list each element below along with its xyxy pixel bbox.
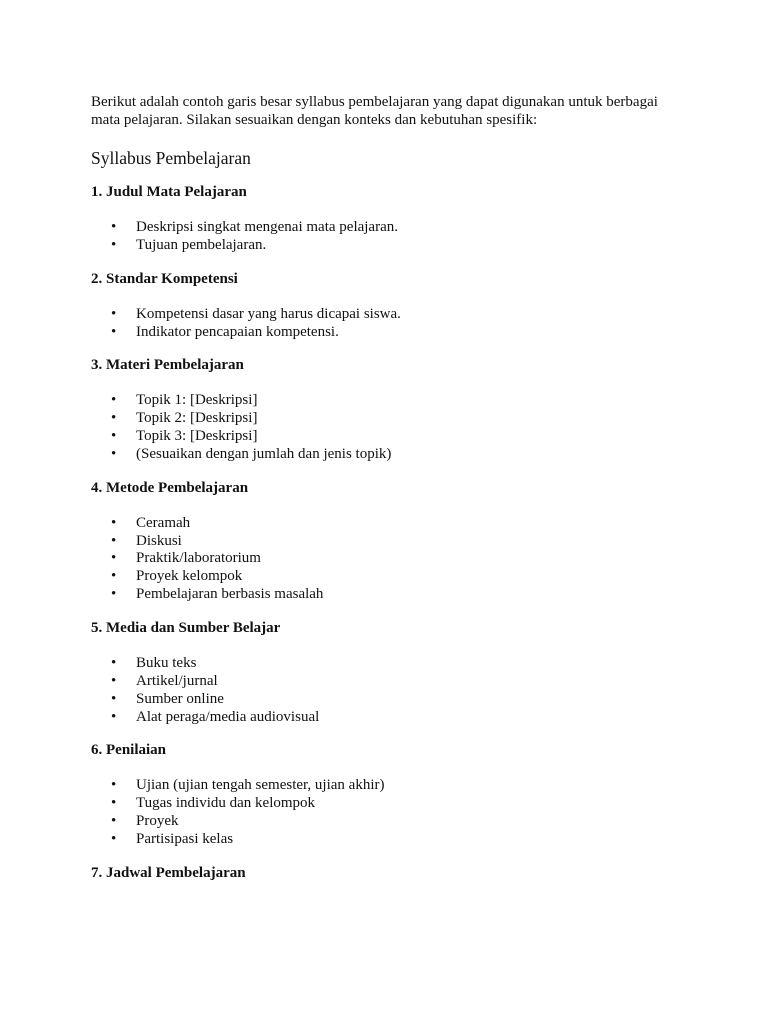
bullet-icon: • bbox=[111, 532, 117, 549]
bullet-list bbox=[91, 655, 681, 726]
bullet-icon: • bbox=[111, 813, 117, 830]
list-item bbox=[91, 324, 681, 342]
section-materi-pembelajaran bbox=[91, 356, 681, 463]
list-item bbox=[91, 568, 681, 586]
section-metode-pembelajaran bbox=[91, 479, 681, 604]
list-item-text: Proyek bbox=[136, 813, 179, 830]
bullet-list bbox=[91, 306, 681, 342]
section-penilaian bbox=[91, 741, 681, 848]
list-item-text: Topik 3: [Deskripsi] bbox=[136, 428, 258, 445]
bullet-icon: • bbox=[111, 445, 117, 462]
bullet-list bbox=[91, 219, 681, 255]
bullet-icon: • bbox=[111, 514, 117, 531]
bullet-list bbox=[91, 392, 681, 463]
list-item bbox=[91, 428, 681, 446]
list-item-text: Topik 1: [Deskripsi] bbox=[136, 392, 258, 409]
section-heading: 7. Jadwal Pembelajaran bbox=[91, 864, 246, 881]
list-item-text: Topik 2: [Deskripsi] bbox=[136, 410, 258, 427]
list-item bbox=[91, 691, 681, 709]
list-item-text: Diskusi bbox=[136, 532, 182, 549]
bullet-list bbox=[91, 515, 681, 604]
list-item-text: Buku teks bbox=[136, 654, 197, 671]
bullet-icon: • bbox=[111, 305, 117, 322]
bullet-icon: • bbox=[111, 392, 117, 409]
bullet-icon: • bbox=[111, 586, 117, 603]
list-item bbox=[91, 795, 681, 813]
list-item bbox=[91, 306, 681, 324]
bullet-icon: • bbox=[111, 830, 117, 847]
list-item-text: Deskripsi singkat mengenai mata pelajaran. bbox=[136, 219, 398, 235]
list-item-text: Praktik/laboratorium bbox=[136, 550, 261, 567]
bullet-icon: • bbox=[111, 708, 117, 725]
section-heading: 3. Materi Pembelajaran bbox=[91, 357, 244, 374]
section-heading: 5. Media dan Sumber Belajar bbox=[91, 619, 281, 636]
bullet-icon: • bbox=[111, 410, 117, 427]
list-item-text: Pembelajaran berbasis masalah bbox=[136, 586, 324, 603]
list-item bbox=[91, 410, 681, 428]
list-item-text: Indikator pencapaian kompetensi. bbox=[136, 323, 339, 340]
bullet-icon: • bbox=[111, 777, 117, 794]
list-item bbox=[91, 673, 681, 691]
bullet-icon: • bbox=[111, 568, 117, 585]
section-heading: 6. Penilaian bbox=[91, 742, 167, 759]
list-item bbox=[91, 655, 681, 673]
list-item bbox=[91, 777, 681, 795]
section-heading: 1. Judul Mata Pelajaran bbox=[91, 184, 247, 200]
list-item-text: Artikel/jurnal bbox=[136, 672, 218, 689]
bullet-icon: • bbox=[111, 236, 117, 253]
list-item-text: Ceramah bbox=[136, 514, 191, 531]
list-item bbox=[91, 586, 681, 604]
section-media-dan-sumber-belajar bbox=[91, 619, 681, 726]
list-item bbox=[91, 813, 681, 831]
bullet-list bbox=[91, 777, 681, 848]
list-item bbox=[91, 831, 681, 849]
list-item-text: Ujian (ujian tengah semester, ujian akhir) bbox=[136, 777, 385, 794]
bullet-icon: • bbox=[111, 795, 117, 812]
bullet-icon: • bbox=[111, 654, 117, 671]
list-item-text: Sumber online bbox=[136, 690, 224, 707]
section-heading: 4. Metode Pembelajaran bbox=[91, 479, 249, 496]
list-item-text: Partisipasi kelas bbox=[136, 830, 234, 847]
list-item-text: Alat peraga/media audiovisual bbox=[136, 708, 320, 725]
document-content bbox=[91, 94, 681, 882]
bullet-icon: • bbox=[111, 323, 117, 340]
bullet-icon: • bbox=[111, 428, 117, 445]
bullet-icon: • bbox=[111, 219, 117, 235]
list-item bbox=[91, 392, 681, 410]
list-item bbox=[91, 237, 681, 255]
bullet-icon: • bbox=[111, 672, 117, 689]
list-item bbox=[91, 515, 681, 533]
section-heading: 2. Standar Kompetensi bbox=[91, 270, 238, 287]
bullet-icon: • bbox=[111, 550, 117, 567]
list-item-text: Proyek kelompok bbox=[136, 568, 243, 585]
intro-paragraph: Berikut adalah contoh garis besar syllabus pembelajaran yang dapat digunakan untuk berbagai mata pelajaran. Silakan sesuaikan dengan konteks dan kebutuhan spesifik: bbox=[91, 94, 658, 128]
list-item-text: Tugas individu dan kelompok bbox=[136, 795, 316, 812]
section-jadwal-pembelajaran bbox=[91, 864, 681, 882]
list-item-text: (Sesuaikan dengan jumlah dan jenis topik) bbox=[136, 445, 392, 462]
section-standar-kompetensi bbox=[91, 270, 681, 342]
list-item-text: Kompetensi dasar yang harus dicapai siswa. bbox=[136, 305, 401, 322]
list-item bbox=[91, 446, 681, 464]
list-item bbox=[91, 550, 681, 568]
list-item bbox=[91, 533, 681, 551]
list-item bbox=[91, 219, 681, 237]
section-judul-mata-pelajaran bbox=[91, 183, 681, 255]
document-title: Syllabus Pembelajaran bbox=[91, 148, 251, 168]
list-item bbox=[91, 709, 681, 727]
list-item-text: Tujuan pembelajaran. bbox=[136, 236, 267, 253]
bullet-icon: • bbox=[111, 690, 117, 707]
